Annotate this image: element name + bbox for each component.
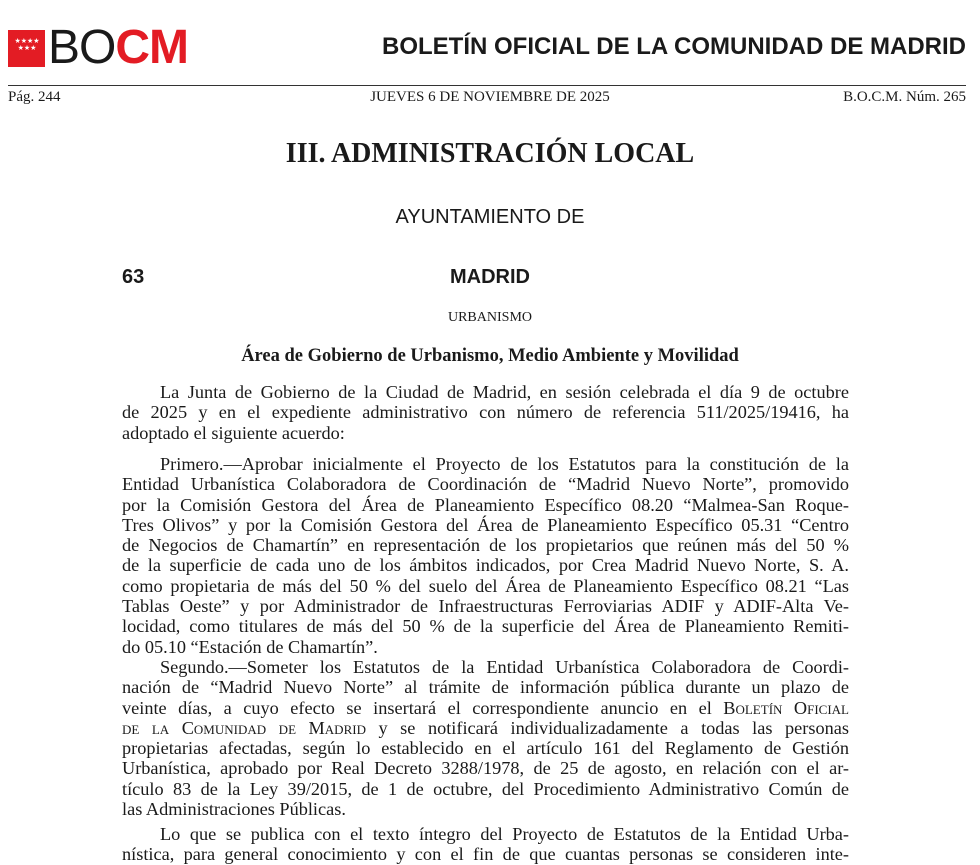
- paragraph-intro: La Junta de Gobierno de la Ciudad de Madrid, en sesión celebrada el día 9 de octubre de 2025 y en el expediente administrativo con número de referencia 511/2025/19416, ha adoptado el siguiente acuerdo:: [122, 382, 849, 443]
- issue-number: B.O.C.M. Núm. 265: [843, 89, 966, 105]
- section-title: III. ADMINISTRACIÓN LOCAL: [285, 138, 695, 169]
- publication-title: BOLETÍN OFICIAL DE LA COMUNIDAD DE MADRID: [382, 33, 966, 60]
- logo-bo: BO: [48, 21, 116, 74]
- paragraph-primero: Primero.—Aprobar inicialmente el Proyecto de los Estatutos para la constitución de la Entidad Urbanística Colaboradora de Coordinación de “Madrid Nuevo Norte”, promovido por la Comisión Gestora del Área de Planeamiento Específico 08.20 “Malmea-San Roque- Tres Olivos” y por la Comisión Gestora del Área de Planeamiento Específico 05.31 “Centro de Negocios de Chamartín” en representación de los propietarios que reúnen más del 50 % de la superficie de cada uno de los ámbitos indicados, por Crea Madrid Nuevo Norte, S. A. como propietaria de más del 50 % del suelo del Área de Planeamiento Específico 08.21 “Las Tablas Oeste” y por Administrador de Infraestructuras Ferroviarias ADIF y ADIF-Alta Ve- locidad, como titulares de más del 50 % de la superficie del Área de Planeamiento Remiti- do 05.10 “Estación de Chamartín”.: [122, 454, 849, 657]
- announcement-number: 63: [122, 266, 145, 288]
- logo-cm: CM: [115, 21, 189, 74]
- bocm-logo: [8, 21, 189, 74]
- paragraph-publicacion: Lo que se publica con el texto íntegro del Proyecto de Estatutos de la Entidad Urba- nística, para general conocimiento y con el fin de que cuantas personas se consideren inte-: [122, 824, 849, 865]
- issue-date: JUEVES 6 DE NOVIEMBRE DE 2025: [370, 89, 610, 105]
- paragraph-segundo: Segundo.—Someter los Estatutos de la Entidad Urbanística Colaboradora de Coordi- nación de “Madrid Nuevo Norte” al trámite de información pública durante un plazo de veinte días, a cuyo efecto se insertará el correspondiente anuncio en el Boletín Oficial de la Comunidad de Madrid y se notificará individualizadamente a todas las personas propietarias afectadas, según lo establecido en el artículo 161 del Reglamento de Gestión Urbanística, aprobado por Real Decreto 3288/1978, de 25 de agosto, en relación con el ar- tículo 83 de la Ley 39/2015, de 1 de octubre, del Procedimiento Administrativo Común de las Administraciones Públicas.: [122, 657, 849, 820]
- area-heading: Área de Gobierno de Urbanismo, Medio Ambiente y Movilidad: [241, 346, 739, 366]
- city-heading: MADRID: [450, 266, 530, 288]
- page-number: Pág. 244: [8, 89, 61, 105]
- header-divider: [8, 85, 966, 86]
- madrid-flag-icon: ★★★★ ★★★: [8, 30, 45, 67]
- subject-heading: URBANISMO: [447, 310, 532, 325]
- ayuntamiento-heading: AYUNTAMIENTO DE: [395, 206, 585, 228]
